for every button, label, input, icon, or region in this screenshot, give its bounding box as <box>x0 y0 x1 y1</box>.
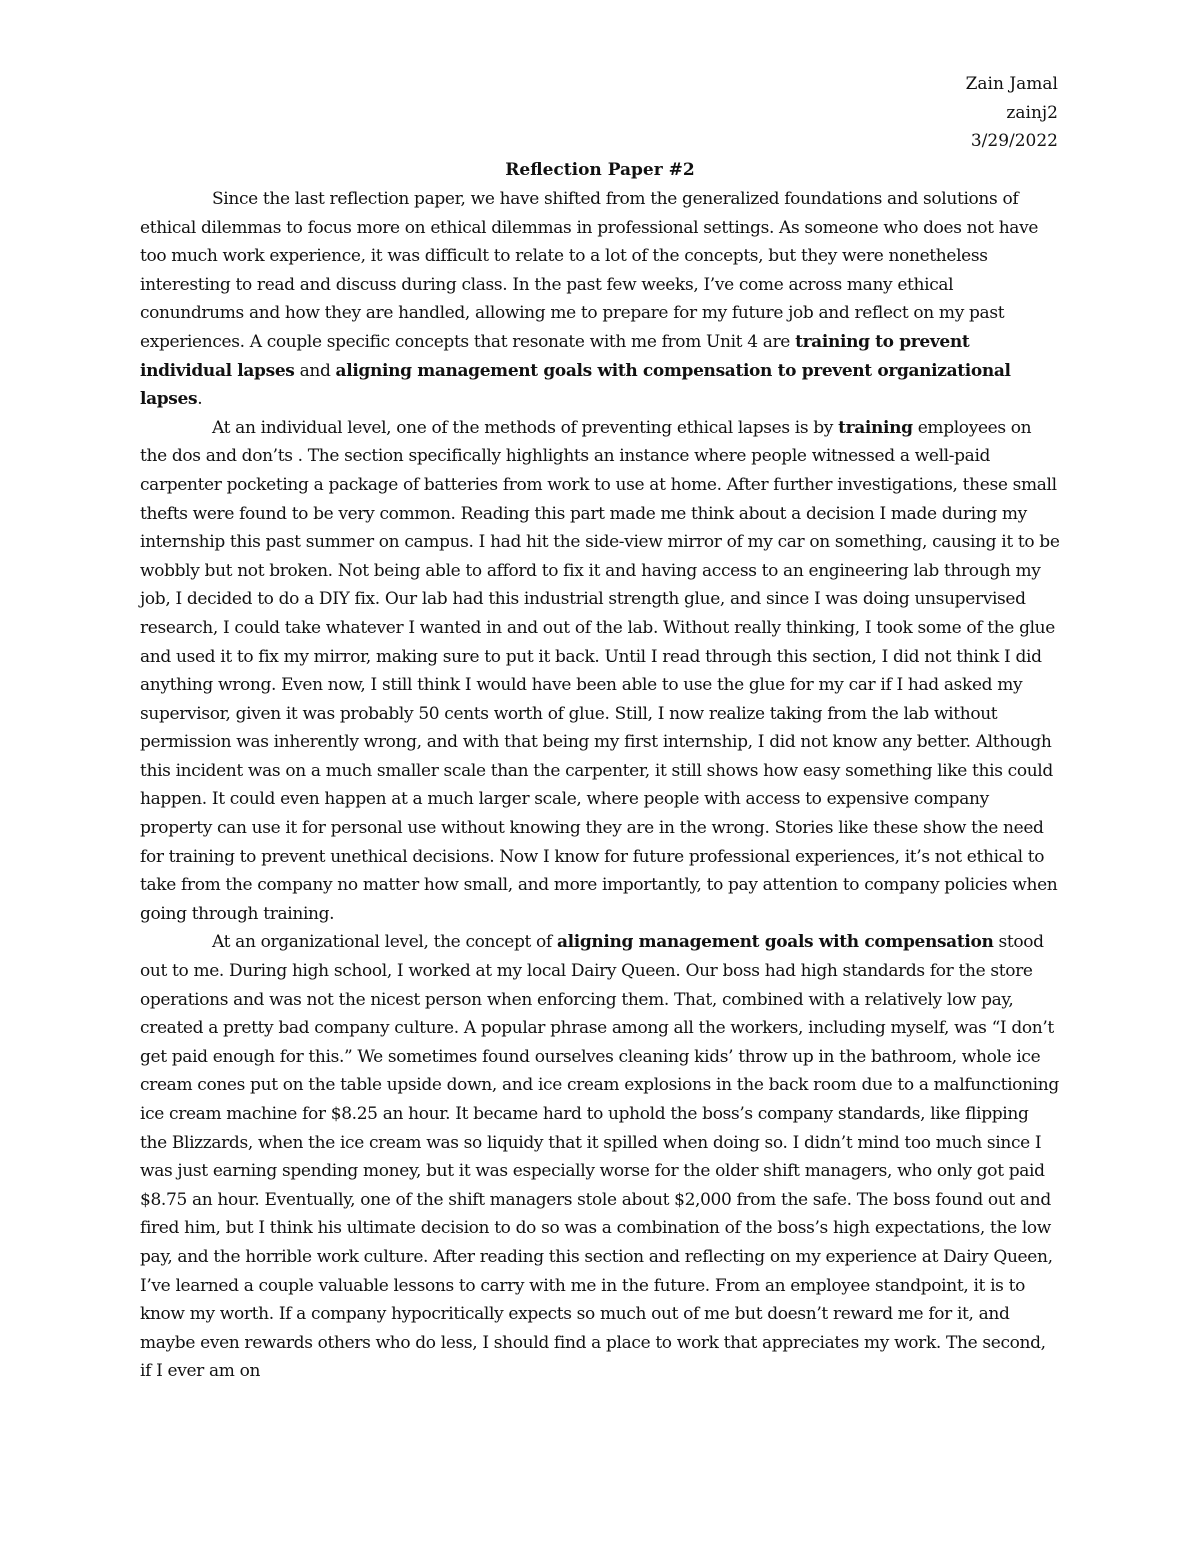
bold-term: aligning management goals with compensation <box>556 932 994 953</box>
text-run: employees on the dos and don’ts . The section specifically highlights an instance where people witnessed a well-paid carpenter pocketing a package of batteries from work to use at home. After further investigations, these small thefts were found to be very common. Reading this part made me think about a decision I made during my internship this past summer on campus. I had hit the side-view mirror of my car on something, causing it to be wobbly but not broken. Not being able to afford to fix it and having access to an engineering lab through my job, I decided to do a DIY fix. Our lab had this industrial strength glue, and since I was doing unsupervised research, I could take whatever I wanted in and out of the lab. Without really thinking, I took some of the glue and used it to fix my mirror, making sure to put it back. Until I read through this section, I did not think I did anything wrong. Even now, I still think I would have been able to use the glue for my car if I had asked my supervisor, given it was probably 50 cents worth of glue. Still, I now realize taking from the lab without permission was inherently wrong, and with that being my first internship, I did not know any better. Although this incident was on a much smaller scale than the carpenter, it still shows how easy something like this could happen. It could even happen at a much larger scale, where people with access to expensive company property can use it for personal use without knowing they are in the wrong. Stories like these show the need for training to prevent unethical decisions. Now I know for future professional experiences, it’s not ethical to take from the company no matter how small, and more importantly, to pay attention to company policies when going through training. <box>140 417 1060 924</box>
paragraph-3 <box>140 928 1060 1386</box>
text-run: At an organizational level, the concept of <box>212 932 557 953</box>
paper-title: Reflection Paper #2 <box>505 160 695 180</box>
paper-body <box>140 185 1060 1386</box>
text-run: At an individual level, one of the methods of preventing ethical lapses is by <box>212 417 839 438</box>
author-name: Zain Jamal <box>965 74 1058 94</box>
document-date: 3/29/2022 <box>970 131 1058 152</box>
paragraph-1 <box>140 185 1060 414</box>
text-run: . <box>197 389 203 410</box>
bold-term: aligning management goals with compensation to prevent organizational lapses <box>140 360 1011 410</box>
bold-term: training <box>838 417 913 438</box>
author-header <box>966 70 1058 156</box>
author-netid: zainj2 <box>1006 102 1058 123</box>
text-run: and <box>294 360 336 381</box>
text-run: stood out to me. During high school, I worked at my local Dairy Queen. Our boss had high standards for the store operations and was not the nicest person when enforcing them. That, combined with a relatively low pay, created a pretty bad company culture. A popular phrase among all the workers, including myself, was “I don’t get paid enough for this.” We sometimes found ourselves cleaning kids’ throw up in the bathroom, whole ice cream cones put on the table upside down, and ice cream explosions in the back room due to a malfunctioning ice cream machine for $8.25 an hour. It became hard to uphold the boss’s company standards, like flipping the Blizzards, when the ice cream was so liquidy that it spilled when doing so. I didn’t mind too much since I was just earning spending money, but it was especially worse for the older shift managers, who only got paid $8.75 an hour. Eventually, one of the shift managers stole about $2,000 from the safe. The boss found out and fired him, but I think his ultimate decision to do so was a combination of the boss’s high expectations, the low pay, and the horrible work culture. After reading this section and reflecting on my experience at Dairy Queen, I’ve learned a couple valuable lessons to carry with me in the future. From an employee standpoint, it is to know my worth. If a company hypocritically expects so much out of me but doesn’t reward me for it, and maybe even rewards others who do less, I should find a place to work that appreciates my work. The second, if I ever am on <box>140 932 1059 1382</box>
text-run: Since the last reflection paper, we have shifted from the generalized foundations and solutions of ethical dilemmas to focus more on ethical dilemmas in professional settings. As someone who does not have too much work experience, it was difficult to relate to a lot of the concepts, but they were nonetheless interesting to read and discuss during class. In the past few weeks, I’ve come across many ethical conundrums and how they are handled, allowing me to prepare for my future job and reflect on my past experiences. A couple specific concepts that resonate with me from Unit 4 are <box>140 189 1039 352</box>
bold-term: training to prevent individual lapses <box>140 331 970 381</box>
paragraph-2 <box>140 414 1060 929</box>
